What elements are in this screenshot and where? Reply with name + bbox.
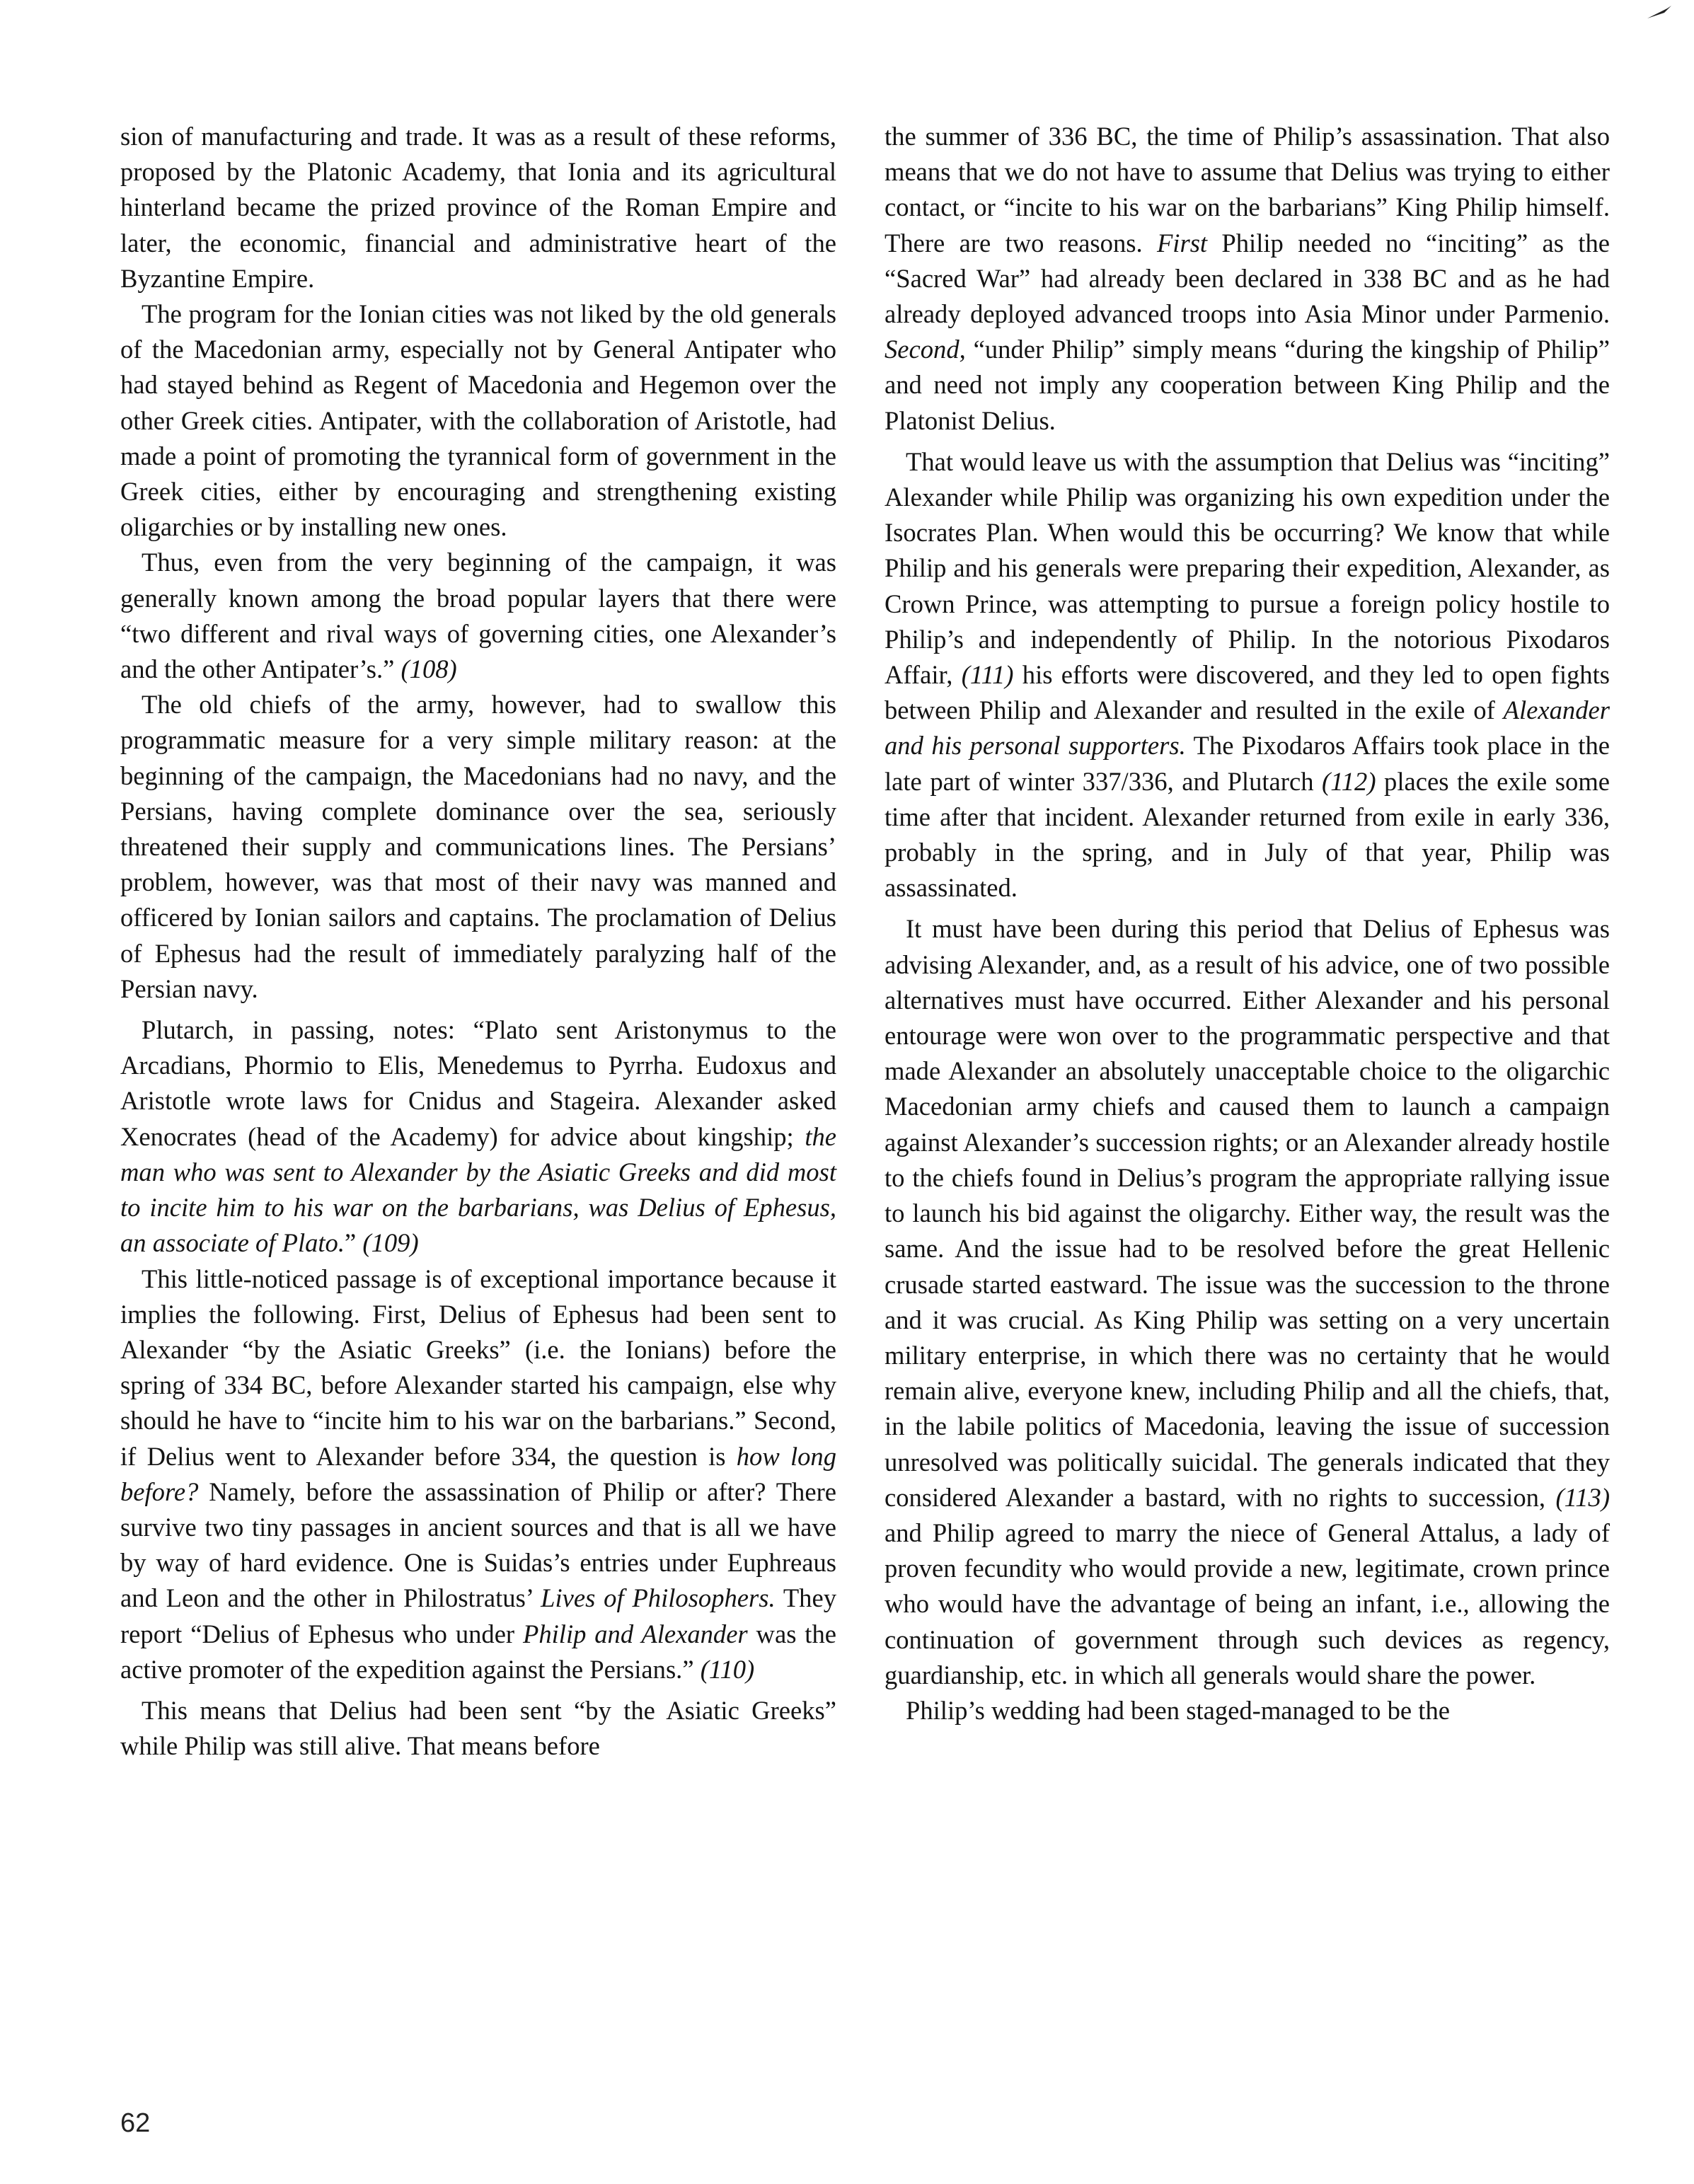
- paragraph: [120, 687, 836, 1007]
- text-run: places the exile some time after that incident. Alexander returned from exile in early 336, probably in the spring, and in July of that year, Philip was assassinated.: [885, 766, 1611, 903]
- text-run: It must have been during this period that Delius of Ephesus was advising Alexander, and, as a result of his advice, one of two possible alternatives must have occurred. Either Alexander and his personal entourage were won over to the programmatic perspective and that made Alexander an absolutely unacceptable choice to the oligarchic Macedonian army chiefs and caused them to launch a campaign against Alexander’s succession rights; or an Alexander already hostile to the chiefs found in Delius’s program the appropriate rallying issue to launch his bid against the oligarchy. Either way, the result was the same. And the issue had to be resolved before the great Hellenic crusade started eastward. The issue was the succession to the throne and it was crucial. As King Philip was setting on a very uncertain military enterprise, in which there was no certainty that he would remain alive, everyone knew, including Philip and all the chiefs, that, in the labile politics of Macedonia, leaving the issue of succession unresolved was politically suicidal. The generals indicated that they considered Alexander a bastard, with no rights to succession,: [885, 914, 1610, 1512]
- text-run: Thus, even from the very beginning of the campaign, it was generally known among the broad popular layers that there were “two different and rival ways of governing cities, one Alexander’s and the other Antipater’s.”: [120, 548, 836, 684]
- page-number: 62: [120, 2108, 151, 2138]
- italic-text: Lives of Philosophers.: [541, 1583, 776, 1613]
- right-text-column: [885, 119, 1610, 1728]
- text-run: was the active promoter of the expedition against the Persians.”: [120, 1619, 836, 1684]
- text-run: Plutarch, in passing, notes: “Plato sent Aristonymus to the Arcadians, Phormio to Elis, Menedemus to Pyrrha. Eudoxus and Aristotle wrote laws for Cnidus and Stageira. Alexander asked Xenocrates (head of the Academy) for advice about kingship;: [120, 1015, 836, 1151]
- text-run: The old chiefs of the army, however, had to swallow this programmatic measure for a very simple military reason: at the beginning of the campaign, the Macedonians had no navy, and the Persians, having complete dominance over the sea, seriously threatened their supply and communications lines. The Persians’ problem, however, was that most of their navy was manned and officered by Ionian sailors and captains. The proclamation of Delius of Ephesus had the result of immediately paralyzing half of the Persian navy.: [120, 690, 836, 1003]
- text-run: That would leave us with the assumption that Delius was “inciting” Alexander while Philip was organizing his own expedition under the Isocrates Plan. When would this be occurring? We know that while Philip and his generals were preparing their expedition, Alexander, as Crown Prince, was attempting to pursue a foreign policy hostile to Philip’s and independently of Philip. In the notorious Pixodaros Affair,: [885, 446, 1610, 690]
- text-run: The Pixodaros Affairs took place in the late part of winter 337/336, and Plutarch: [885, 731, 1610, 796]
- text-run: They report “Delius of Ephesus who under: [120, 1583, 836, 1648]
- italic-text: (113): [1555, 1482, 1610, 1512]
- paragraph: [885, 119, 1610, 439]
- paragraph: [120, 119, 836, 296]
- text-run: Philip needed no “inciting” as the “Sacred War” had already been declared in 338 BC and as he had already deployed advanced troops into Asia Minor under Parmenio.: [885, 228, 1610, 329]
- italic-text: First: [1156, 228, 1208, 258]
- paragraph: [120, 1012, 836, 1261]
- text-run: Philip’s wedding had been staged-managed to be the: [906, 1695, 1450, 1725]
- text-run: and Philip agreed to marry the niece of General Attalus, a lady of proven fecundity who would provide a new, legitimate, crown prince who would have the advantage of being an infant, i.e., allowing the continuation of government through such devices as regency, guardianship, etc. in which all generals would share the power.: [885, 1518, 1610, 1689]
- italic-text: the man who was sent to Alexander by the Asiatic Greeks and did most to incite him to his war on the barbarians, was Delius of Ephesus, an associate of Plato.: [120, 1121, 836, 1258]
- text-run: Namely, before the assassination of Philip or after? There survive two tiny passages in ancient sources and that is all we have by way of hard evidence. One is Suidas’s entries under Euphreaus and Leon and the other in Philostratus’: [120, 1477, 836, 1613]
- paragraph: [120, 1261, 836, 1687]
- italic-text: (111): [961, 660, 1014, 690]
- paragraph: [885, 444, 1610, 906]
- text-run: This means that Delius had been sent “by the Asiatic Greeks” while Philip was still alive. That means before: [120, 1695, 836, 1761]
- text-run: his efforts were discovered, and they led to open fights between Philip and Alexander and resulted in the exile of: [885, 660, 1610, 725]
- left-text-column: [120, 119, 836, 1764]
- text-run: ”: [345, 1228, 363, 1258]
- text-run: the summer of 336 BC, the time of Philip’s assassination. That also means that we do not have to assume that Delius was trying to either contact, or “incite to his war on the barbarians” King Philip himself. There are two reasons.: [885, 122, 1610, 258]
- italic-text: (112): [1322, 766, 1376, 796]
- paragraph: [120, 1693, 836, 1764]
- scan-speck-mark: [1646, 4, 1674, 21]
- paragraph: [885, 911, 1610, 1692]
- italic-text: how long before?: [120, 1441, 836, 1506]
- italic-text: Philip and Alexander: [522, 1619, 748, 1648]
- italic-text: Second,: [885, 335, 966, 364]
- text-run: sion of manufacturing and trade. It was as a result of these reforms, proposed by the Platonic Academy, that Ionia and its agricultural hinterland became the prized province of the Roman Empire and later, the economic, financial and administrative heart of the Byzantine Empire.: [120, 122, 836, 293]
- italic-text: (108): [401, 654, 457, 684]
- text-run: The program for the Ionian cities was not liked by the old generals of the Macedonian army, especially not by General Antipater who had stayed behind as Regent of Macedonia and Hegemon over the other Greek cities. Antipater, with the collaboration of Aristotle, had made a point of promoting the tyrannical form of government in the Greek cities, either by encouraging and strengthening existing oligarchies or by installing new ones.: [120, 299, 836, 542]
- italic-text: Alexander and his personal supporters.: [885, 695, 1610, 761]
- text-run: This little-noticed passage is of exceptional importance because it implies the following. First, Delius of Ephesus had been sent to Alexander “by the Asiatic Greeks” (i.e. the Ionians) before the spring of 334 BC, before Alexander started his campaign, else why should he have to “incite him to his war on the barbarians.” Second, if Delius went to Alexander before 334, the question is: [120, 1264, 836, 1471]
- paragraph: [120, 296, 836, 545]
- italic-text: (109): [362, 1228, 419, 1258]
- italic-text: (110): [700, 1654, 755, 1684]
- text-run: “under Philip” simply means “during the kingship of Philip” and need not imply any cooperation between King Philip and the Platonist Delius.: [885, 335, 1610, 435]
- paragraph: [885, 1693, 1610, 1728]
- paragraph: [120, 545, 836, 687]
